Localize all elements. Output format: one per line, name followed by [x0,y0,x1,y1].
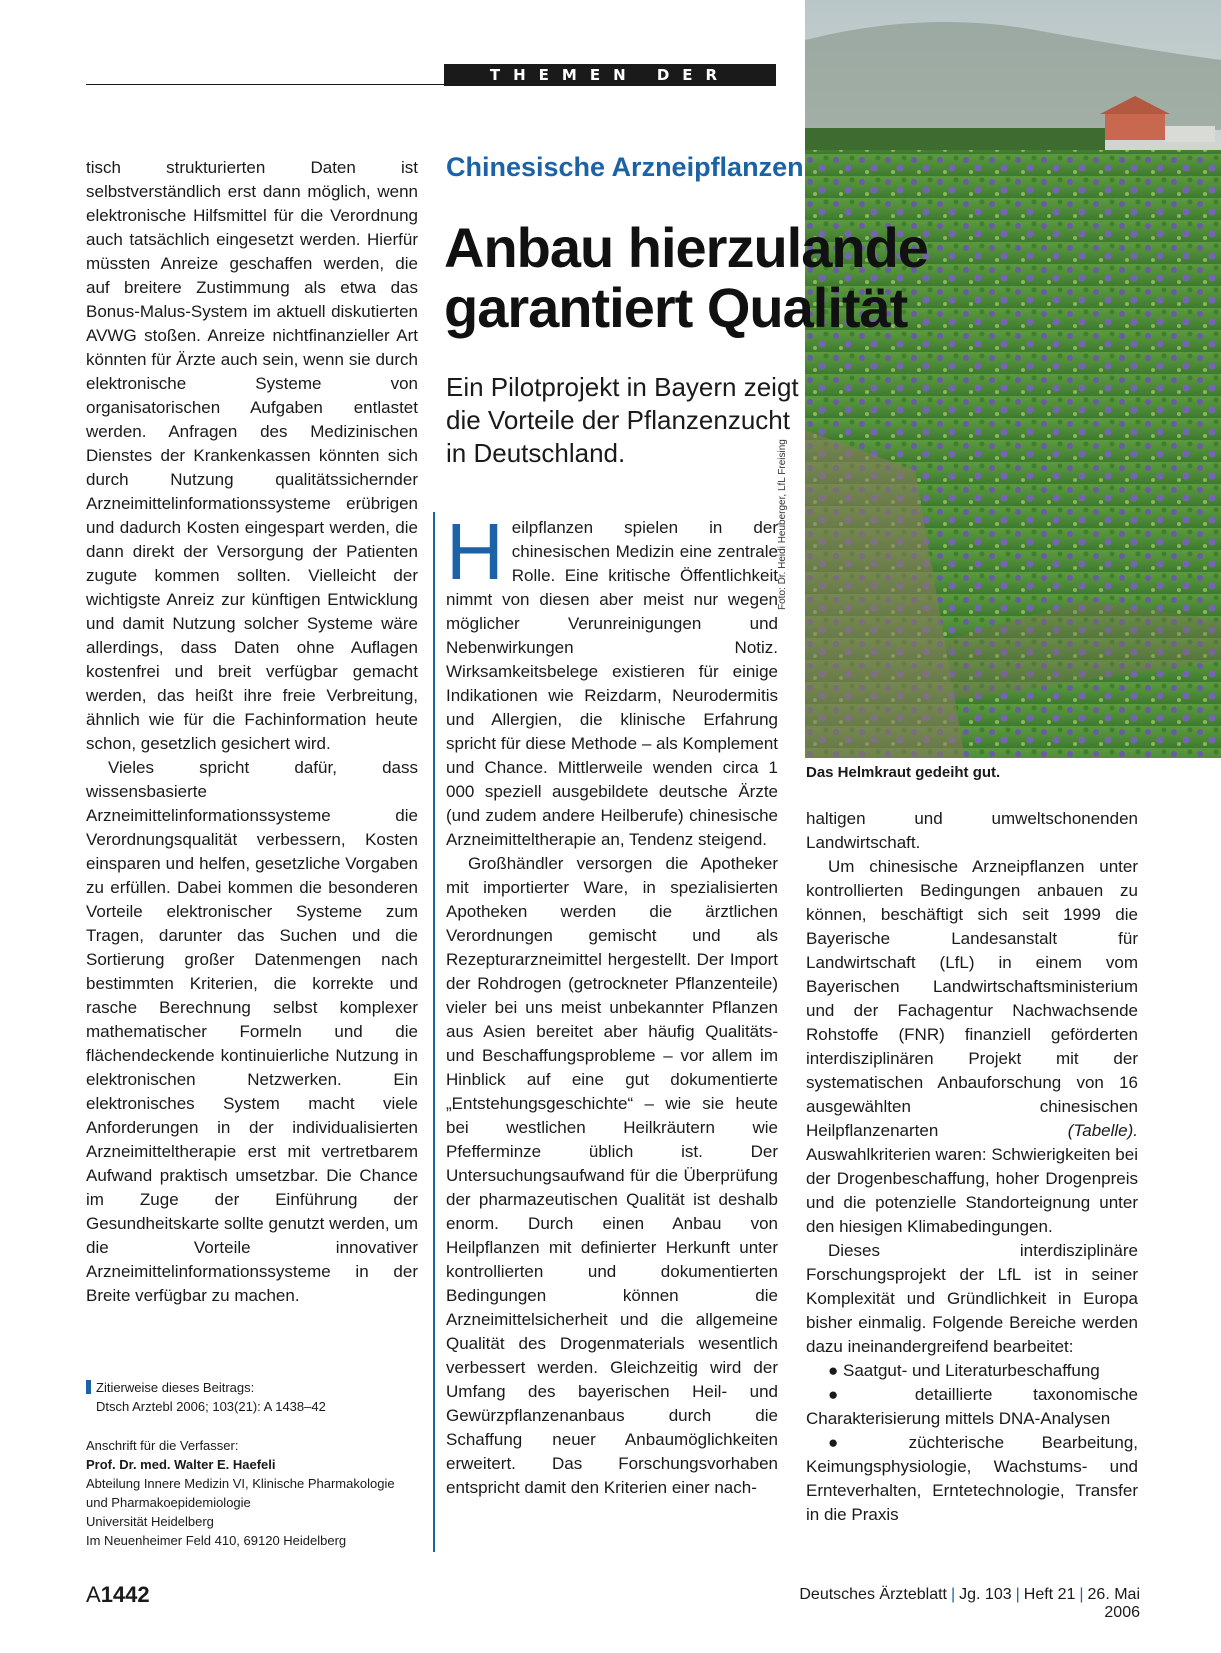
paragraph: eilpflanzen spielen in der chinesischen Medizin eine zentrale Rolle. Eine kritische Öffentlichkeit nimmt von diesen aber meist nur wegen möglicher Verunreinigungen und Nebenwirkungen Notiz. Wirksamkeitsbelege existieren für einige Indikationen wie Reizdarm, Neurodermitis und Allergien, die klinische Erfahrung spricht für diese Methode – als Komplement und Chance. Mittlerweile wenden circa 1 000 speziell ausgebildete deutsche Ärzte (und zudem andere Heilberufe) chinesische Arzneimitteltherapie an, Tendenz steigend. [446,518,778,849]
article-headline [444,218,964,338]
journal-volume: Jg. 103 [959,1586,1012,1603]
address-label: Anschrift für die Verfasser: [86,1438,239,1453]
article-subhead: Ein Pilotprojekt in Bayern zeigt die Vorteile der Pflanzenzucht in Deutschland. [446,372,799,468]
author-name: Prof. Dr. med. Walter E. Haefeli [86,1457,276,1472]
right-text-column [806,807,1138,1527]
column-divider [433,512,435,1552]
headline-line-2: garantiert Qualität [444,276,908,339]
paragraph: Vieles spricht dafür, dass wissensbasierte Arzneimittelinformationssysteme die Verordnungsqualität verbessern, Kosten einsparen und helfen, gesetzliche Vorgaben zu erfüllen. Dabei kommen die besonderen Vorteile elektronischer Systeme zum Tragen, darunter das Suchen und die Sortierung großer Datenmengen nach bestimmten Kriterien, die korrekte und rasche Berechnung selbst komplexer mathematischer Formeln und die flächendeckende kontinuierliche Nutzung in elektronischen Netzwerken. Ein elektronisches System macht viele Anforderungen in der individualisierten Arzneimitteltherapie erst mit vertretbarem Aufwand praktisch umsetzbar. Die Chance im Zuge der Einführung der Gesundheitskarte sollte genutzt werden, um die Vorteile innovativer Arzneimittelinformationssysteme in der Breite verfügbar zu machen. [86,758,418,1305]
bullet-item: ● züchterische Bearbeitung, Keimungsphysiologie, Wachstums- und Ernteverhalten, Erntetechnologie, Transfer in die Praxis [806,1433,1138,1524]
citation-block [86,1378,418,1416]
bullet-item: ● detaillierte taxonomische Charakterisierung mittels DNA-Analysen [806,1385,1138,1428]
citation-reference: Dtsch Arztebl 2006; 103(21): A 1438–42 [96,1399,326,1414]
section-label: THEMEN DER ZEIT [444,64,776,86]
drop-cap: H [446,507,504,596]
page-number [86,1582,150,1608]
paragraph: tisch strukturierten Daten ist selbstverständlich erst dann möglich, wenn elektronische Hilfsmittel für die Verordnung auch tatsächlich eingesetzt werden. Hierfür müssten Anreize geschaffen werden, die auf breitere Zustimmung als etwa das Bonus-Malus-System im aktuell diskutierten AVWG stoßen. Anreize nichtfinanzieller Art könnten für Ärzte auch sein, wenn sie durch elektronische Systeme von organisatorischen Aufgaben entlastet werden. Anfragen des Medizinischen Dienstes der Krankenkassen könnten sich durch Nutzung qualitätssichernder Arzneimittelinformationssysteme erübrigen und dadurch Kosten eingespart werden, die dann direkt der Versorgung der Patienten zugute kommen sollten. Vielleicht der wichtigste Anreiz zur künftigen Entwicklung und damit Nutzung solcher Systeme wäre allerdings, dass Daten ohne Auflagen kostenfrei und breit verfügbar gemacht werden, das heißt ihre freie Verbreitung, ähnlich wie für die Fachinformation heute schon, gesetzlich gesichert wird. [86,158,418,753]
address-line: Universität Heidelberg [86,1514,214,1529]
table-reference: (Tabelle). [1067,1121,1138,1140]
address-line: und Pharmakoepidemiologie [86,1495,251,1510]
paragraph: haltigen und umweltschonenden Landwirtschaft. [806,809,1138,852]
left-text-column [86,156,418,1308]
paragraph: Großhändler versorgen die Apotheker mit importierter Ware, in spezialisierten Apotheken werden die ärztlichen Verordnungen gemischt und als Rezepturarzneimittel hergestellt. Der Import der Rohdrogen (getrockneter Pflanzenteile) vieler bei uns meist unbekannter Pflanzen aus Asien bereitet aber häufig Qualitäts- und Beschaffungsprobleme – vor allem im Hinblick auf eine gut dokumentierte „Entstehungsgeschichte“ – wie sie heute bei westlichen Heilkräutern wie Pfefferminze üblich ist. Der Untersuchungsaufwand für die Überprüfung der pharmazeutischen Qualität ist deshalb enorm. Durch einen Anbau von Heilpflanzen mit definierter Herkunft unter kontrollierten und dokumentierten Bedingungen können die Arzneimittelsicherheit und die allgemeine Qualität des Drogenmaterials wesentlich verbessert werden. Gleichzeitig wird der Umfang des bayerischen Heil- und Gewürzpflanzenanbaus durch die Schaffung neuer Anbaumöglichkeiten erweitert. Das Forschungsvorhaben entspricht damit den Kriterien einer nach- [446,854,778,1497]
paragraph: Dieses interdisziplinäre Forschungsprojekt der LfL ist in seiner Komplexität und Gründlichkeit in Europa bisher einmalig. Folgende Bereiche werden dazu ineinandergreifend bearbeitet: [806,1241,1138,1356]
photo-credit: Foto: Dr. Heidi Heuberger, LfL Freising [777,439,788,610]
journal-name: Deutsches Ärzteblatt [799,1586,947,1603]
paragraph-text: Auswahlkriterien waren: Schwierigkeiten bei der Drogenbeschaffung, hoher Drogenpreis und die potenzielle Standorteignung unter den hiesigen Klimabedingungen. [806,1145,1138,1236]
bullet-item: ● Saatgut- und Literaturbeschaffung [828,1361,1100,1380]
journal-issue: Heft 21 [1023,1586,1076,1603]
citation-label: Zitierweise dieses Beitrags: [96,1380,255,1395]
helmkraut-field-photo [805,0,1221,758]
paragraph [806,855,1138,1239]
author-address [86,1436,426,1550]
page-prefix: A [86,1582,101,1607]
journal-footer: Deutsches Ärzteblatt | Jg. 103 | Heft 21 | 26. Mai 2006 [799,1586,1140,1621]
address-line: Im Neuenheimer Feld 410, 69120 Heidelberg [86,1533,347,1548]
page-number-value: 1442 [100,1582,150,1607]
headline-line-1: Anbau hierzulande [444,216,928,279]
middle-text-column [446,507,778,1500]
photo-caption: Das Helmkraut gedeiht gut. [806,764,1001,781]
article-kicker: Chinesische Arzneipflanzen [446,152,804,182]
address-line: Abteilung Innere Medizin VI, Klinische Pharmakologie [86,1476,395,1491]
journal-date: 26. Mai 2006 [1087,1586,1140,1621]
paragraph-text: Um chinesische Arzneipflanzen unter kontrollierten Bedingungen anbauen zu können, beschäftigt sich seit 1999 die Bayerische Landesanstalt für Landwirtschaft (LfL) in einem vom Bayerischen Landwirtschaftsministerium und der Fachagentur Nachwachsende Rohstoffe (FNR) finanziell geförderten interdisziplinären Projekt mit der systematischen Anbauforschung von 16 ausgewählten chinesischen Heilpflanzenarten [806,857,1138,1140]
